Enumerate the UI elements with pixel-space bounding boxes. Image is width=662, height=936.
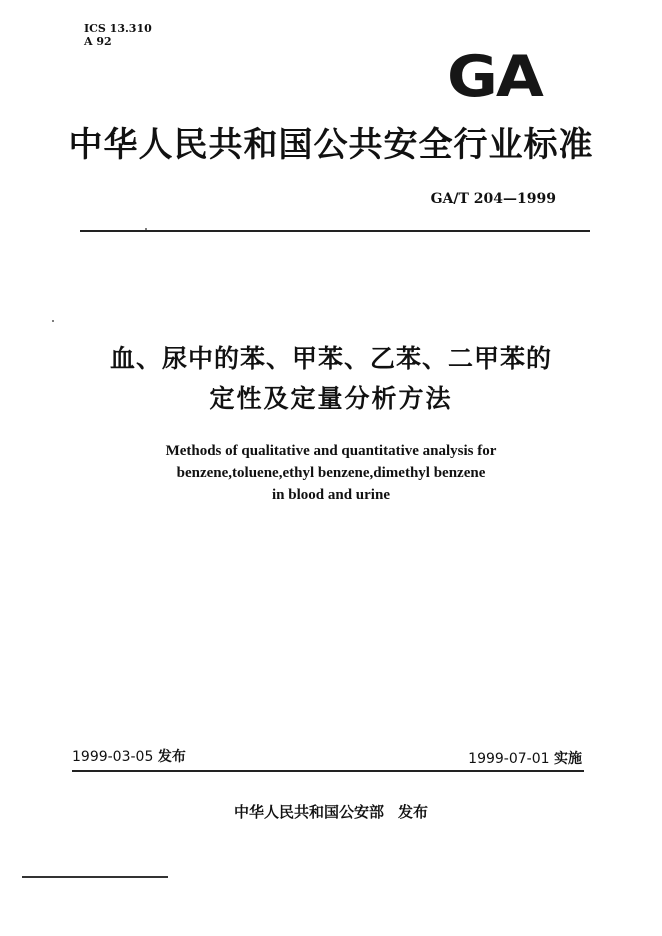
- implement-date: 1999-07-01: [468, 751, 550, 767]
- title-en-line1: Methods of qualitative and quantitative analysis for: [165, 443, 497, 459]
- scan-artifact-line: [22, 876, 168, 878]
- document-title-en: [40, 440, 622, 506]
- issue-label: 发布: [157, 749, 186, 765]
- ics-code: ICS 13.310: [84, 22, 152, 35]
- document-title-cn-line2: 定性及定量分析方法: [209, 384, 453, 413]
- issue-date: 1999-03-05: [72, 749, 154, 765]
- standard-title: 中华人民共和国公共安全行业标准: [68, 125, 594, 165]
- title-en-line2: benzene,toluene,ethyl benzene,dimethyl benzene: [176, 465, 486, 481]
- publisher-name: 中华人民共和国公安部: [233, 803, 384, 821]
- scan-speck: [145, 228, 147, 230]
- class-code: A 92: [84, 35, 112, 48]
- issue-date-block: [72, 748, 186, 766]
- publisher-line: [40, 802, 622, 822]
- header-divider: [80, 230, 590, 232]
- ga-logo: GA: [447, 42, 542, 110]
- standard-code: GA/T 204—1999: [430, 191, 556, 207]
- document-title-cn-line1: 血、尿中的苯、甲苯、乙苯、二甲苯的: [109, 344, 552, 373]
- publish-label: 发布: [398, 803, 429, 821]
- implement-date-block: [420, 750, 582, 768]
- scan-speck: [52, 320, 54, 322]
- implement-label: 实施: [554, 751, 582, 767]
- title-en-line3: in blood and urine: [272, 487, 390, 503]
- classification-block: [84, 22, 152, 48]
- footer-divider: [72, 770, 584, 772]
